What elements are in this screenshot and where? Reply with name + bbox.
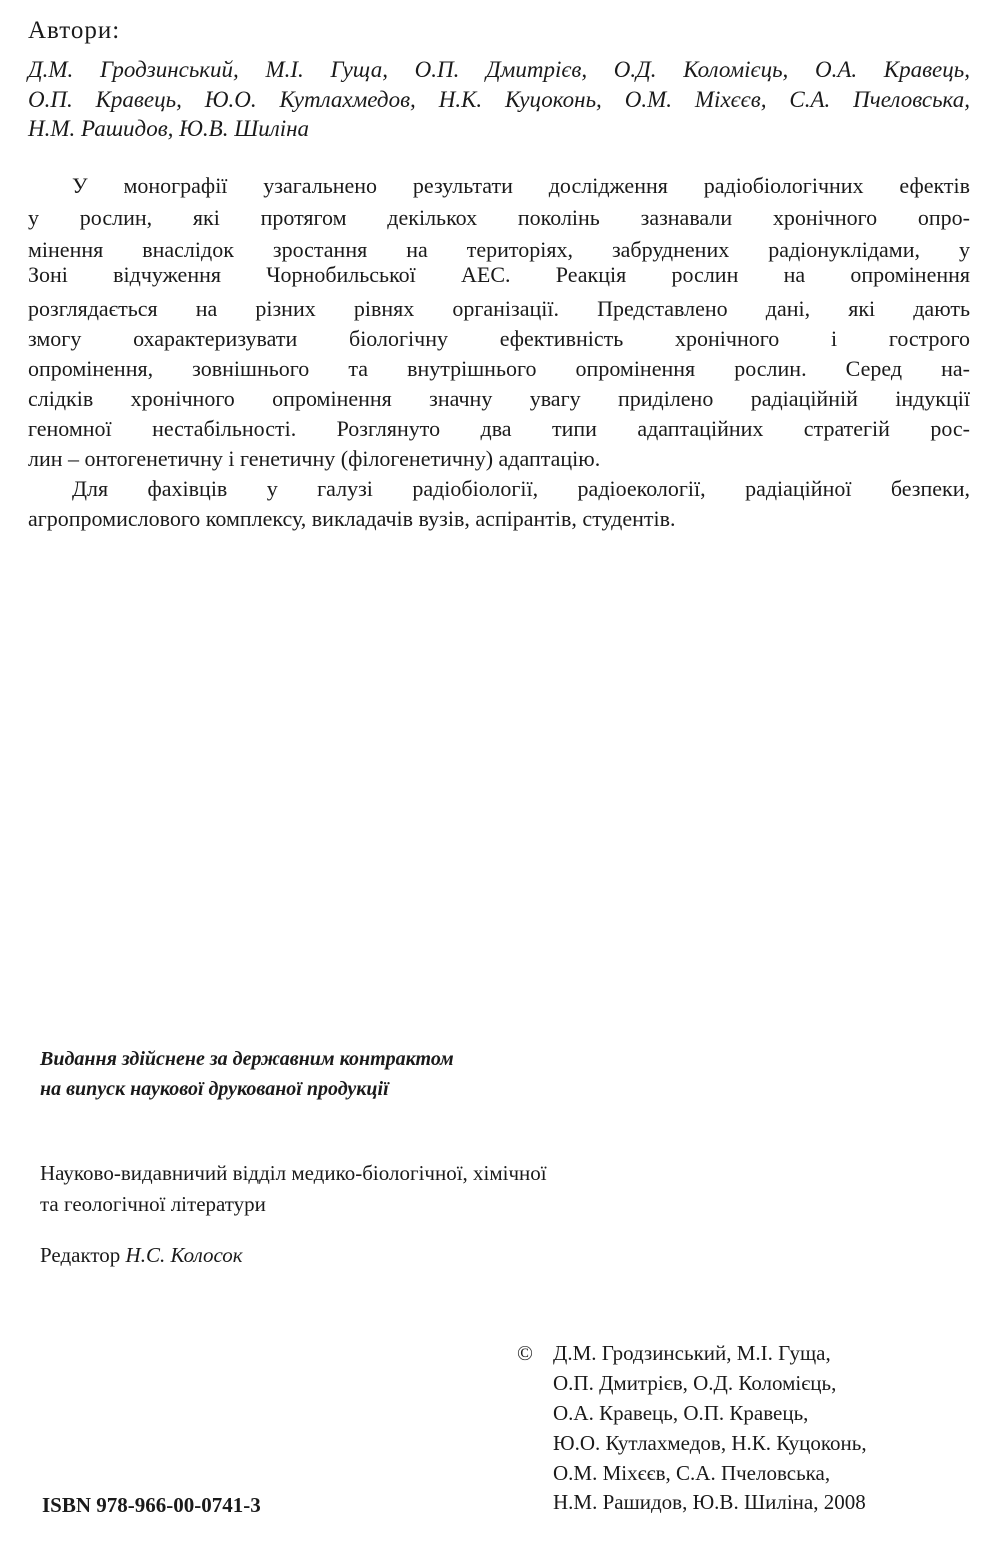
- abstract-line: У монографії узагальнено результати дослідження радіобіологічних ефектів: [72, 173, 970, 198]
- copyright-line: Д.М. Гродзинський, М.І. Гуща,: [553, 1341, 831, 1365]
- copyright-line: О.П. Дмитрієв, О.Д. Коломієць,: [553, 1371, 837, 1395]
- abstract-line: розглядається на різних рівнях організації. Представлено дані, які дають: [28, 296, 970, 321]
- authors-line: Д.М. Гродзинський, М.І. Гуща, О.П. Дмитрієв, О.Д. Коломієць, О.А. Кравець,: [28, 57, 970, 82]
- abstract-line: слідків хронічного опромінення значну увагу приділено радіаційній індукції: [28, 386, 970, 411]
- abstract-line: Зоні відчуження Чорнобильської АЕС. Реакція рослин на опромінення: [28, 262, 970, 287]
- editor-label: Редактор: [40, 1243, 121, 1267]
- department-line: та геологічної літератури: [40, 1192, 266, 1216]
- abstract-line: опромінення, зовнішнього та внутрішнього опромінення рослин. Серед на-: [28, 356, 970, 381]
- authors-label: Автори:: [28, 17, 121, 44]
- copyright-line: Ю.О. Кутлахмедов, Н.К. Куцоконь,: [553, 1431, 867, 1455]
- authors-line: О.П. Кравець, Ю.О. Кутлахмедов, Н.К. Куцоконь, О.М. Міхєєв, С.А. Пчеловська,: [28, 87, 970, 112]
- editor-name: Н.С. Колосок: [125, 1243, 243, 1267]
- authors-line: Н.М. Рашидов, Ю.В. Шиліна: [28, 116, 310, 141]
- abstract-line: у рослин, які протягом декількох поколінь зазнавали хронічного опро-: [28, 205, 970, 230]
- funding-line: Видання здійснене за державним контрактом: [40, 1048, 454, 1070]
- abstract-line: лин – онтогенетичну і генетичну (філогенетичну) адаптацію.: [28, 446, 601, 471]
- department-line: Науково-видавничий відділ медико-біологічної, хімічної: [40, 1161, 547, 1185]
- audience-line: агропромислового комплексу, викладачів вузів, аспірантів, студентів.: [28, 506, 676, 531]
- funding-line: на випуск наукової друкованої продукції: [40, 1078, 389, 1100]
- copyright-line: О.А. Кравець, О.П. Кравець,: [553, 1401, 809, 1425]
- abstract-line: геномної нестабільності. Розглянуто два типи адаптаційних стратегій рос-: [28, 416, 970, 441]
- copyright-line: Н.М. Рашидов, Ю.В. Шиліна, 2008: [553, 1490, 866, 1514]
- abstract-line: мінення внаслідок зростання на територіях, забруднених радіонуклідами, у: [28, 237, 970, 262]
- abstract-line: змогу охарактеризувати біологічну ефективність хронічного і гострого: [28, 326, 970, 351]
- copyright-symbol: ©: [517, 1341, 533, 1365]
- editor: [40, 1245, 243, 1266]
- copyright-line: О.М. Міхєєв, С.А. Пчеловська,: [553, 1461, 831, 1485]
- audience-line: Для фахівців у галузі радіобіології, радіоекології, радіаційної безпеки,: [72, 476, 970, 501]
- isbn: ISBN 978-966-00-0741-3: [42, 1493, 261, 1517]
